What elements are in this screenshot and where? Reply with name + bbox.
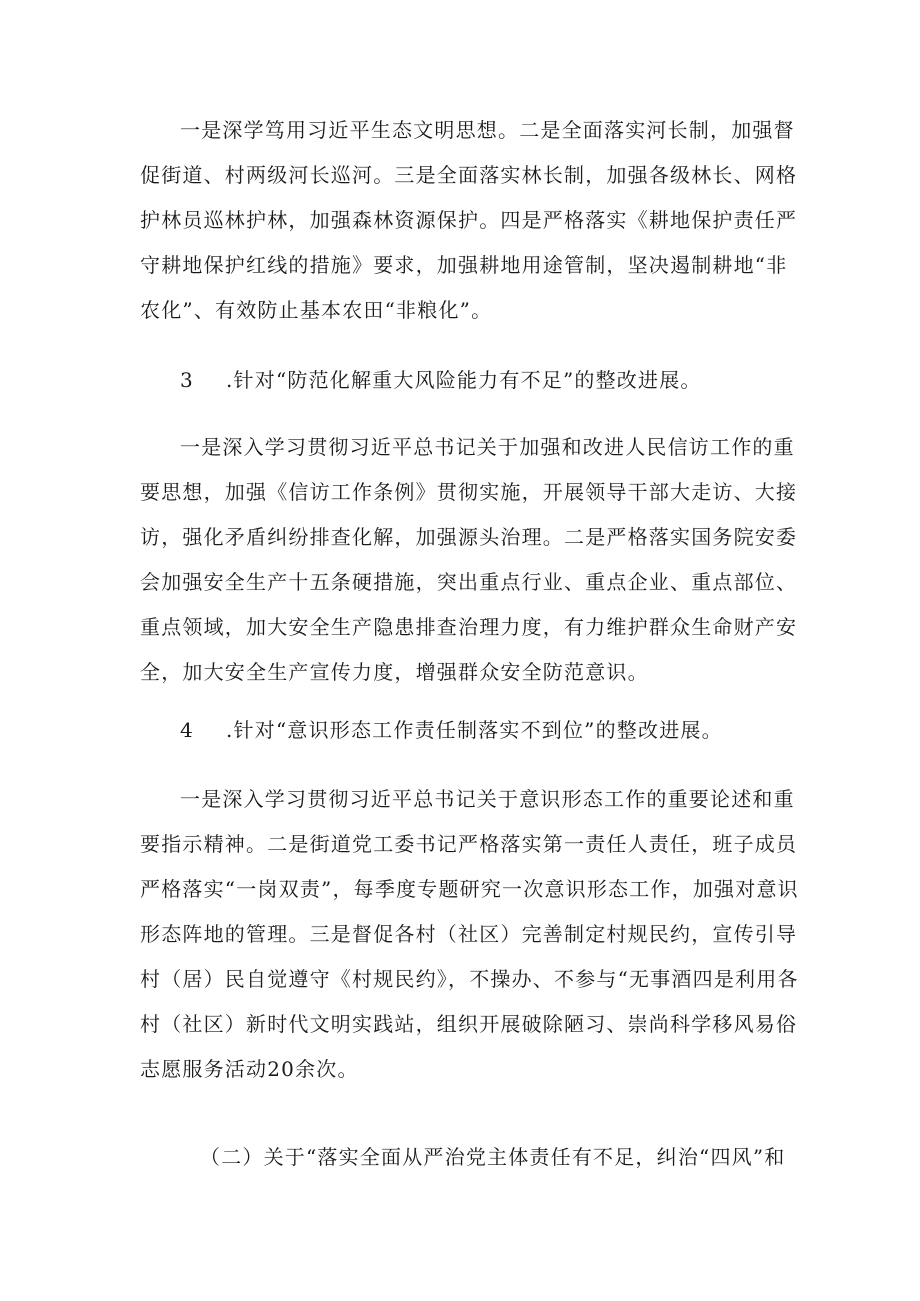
section-heading-2: （二）关于“落实全面从严治党主体责任有不足，纠治“四风”和: [200, 1145, 786, 1169]
paragraph-ideology-work: 一是深入学习贯彻习近平总书记关于意识形态工作的重要论述和重要指示精神。二是街道党工委书记严格落实第一责任人责任，班子成员严格落实“一岗双责”，每季度专题研究一次意识形态工作，加强对意识形态阵地的管理。三是督促各村（社区）完善制定村规民约，宣传引导村（居）民自觉遵守《村规民约》，不操办、不参与“无事酒四是利用各村（社区）新时代文明实践站，组织开展破除陋习、崇尚科学移风易俗志愿服务活动20余次。: [140, 787, 799, 1081]
heading-number: 4: [180, 718, 194, 742]
paragraph-petition-safety: 一是深入学习贯彻习近平总书记关于加强和改进人民信访工作的重要思想，加强《信访工作条例》贯彻实施，开展领导干部大走访、大接访，强化矛盾纠纷排查化解，加强源头治理。二是严格落实国务院安委会加强安全生产十五条硬措施，突出重点行业、重点企业、重点部位、重点领域，加大安全生产隐患排查治理力度，有力维护群众生命财产安全，加大安全生产宣传力度，增强群众安全防范意识。: [140, 435, 798, 684]
heading-number: 3: [180, 368, 194, 392]
heading-text: .针对“防范化解重大风险能力有不足”的整改进展。: [226, 368, 702, 392]
paragraph-ecology: 一是深学笃用习近平生态文明思想。二是全面落实河长制，加强督促街道、村两级河长巡河。三是全面落实林长制，加强各级林长、网格护林员巡林护林，加强森林资源保护。四是严格落实《耕地保护责任严守耕地保护红线的措施》要求，加强耕地用途管制，坚决遏制耕地“非农化”、有效防止基本农田“非粮化”。: [140, 118, 798, 322]
heading-text: .针对“意识形态工作责任制落实不到位”的整改进展。: [226, 718, 723, 742]
heading-risk-prevention: [140, 358, 800, 403]
heading-ideology: [140, 708, 800, 753]
